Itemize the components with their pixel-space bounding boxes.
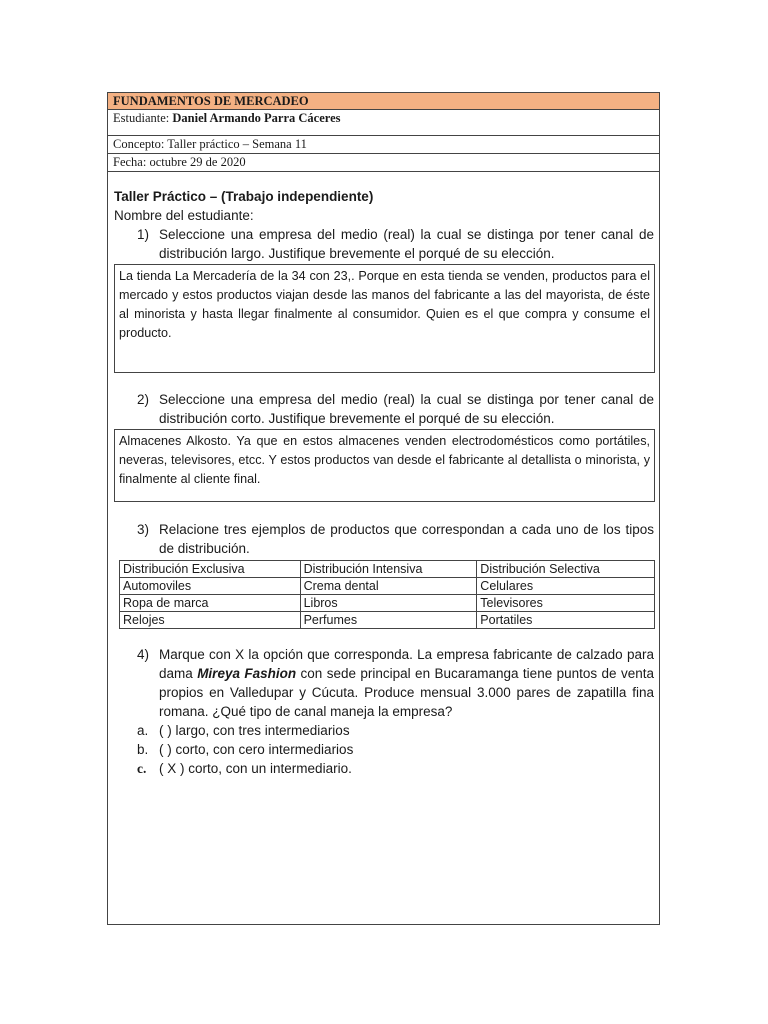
table-cell: Relojes (120, 612, 301, 629)
table-row (120, 612, 655, 629)
option-b: ( ) corto, con cero intermediarios (159, 742, 354, 757)
q4-text-before: Marque con X la opción que corresponda. La empresa fabricante de calzado para dama (159, 647, 654, 681)
table-cell: Televisores (477, 595, 655, 612)
table-cell: Perfumes (300, 612, 477, 629)
table-row (120, 578, 655, 595)
student-name-label: Nombre del estudiante: (114, 208, 254, 223)
table-cell: Celulares (477, 578, 655, 595)
q1-text: Seleccione una empresa del medio (real) la cual se distinga por tener canal de distribución largo. Justifique brevemente el porqué de su elección. (159, 227, 654, 261)
q3-number: 3) (137, 522, 150, 537)
q4-text-after: con sede principal en Bucaramanga tiene puntos de venta propios en Valledupar y Cúcuta. Produce mensual 3.000 pares de zapatilla fina romana. ¿Qué tipo de canal maneja la empresa? (159, 666, 654, 719)
option-c-letter: c. (137, 761, 147, 776)
table-header-cell: Distribución Selectiva (477, 561, 655, 578)
option-a: ( ) largo, con tres intermediarios (159, 723, 350, 738)
q3-text: Relacione tres ejemplos de productos que correspondan a cada uno de los tipos de distribución. (159, 522, 654, 556)
student-name: Daniel Armando Parra Cáceres (172, 111, 341, 125)
table-cell: Automoviles (120, 578, 301, 595)
table-row (120, 595, 655, 612)
option-a-letter: a. (137, 723, 149, 738)
q1-number: 1) (137, 227, 150, 242)
table-cell: Crema dental (300, 578, 477, 595)
table-header-cell: Distribución Intensiva (300, 561, 477, 578)
date-row: Fecha: octubre 29 de 2020 (108, 154, 659, 172)
student-row (108, 110, 659, 136)
student-label: Estudiante: (113, 111, 170, 125)
table-header-row (120, 561, 655, 578)
table-cell: Ropa de marca (120, 595, 301, 612)
concept-row: Concepto: Taller práctico – Semana 11 (108, 136, 659, 154)
option-b-letter: b. (137, 742, 149, 757)
table-cell: Portatiles (477, 612, 655, 629)
q2-text: Seleccione una empresa del medio (real) la cual se distinga por tener canal de distribución corto. Justifique brevemente el porqué de su elección. (159, 392, 654, 426)
q4-company-name: Mireya Fashion (197, 666, 297, 681)
q4-text (159, 645, 654, 721)
distribution-table (119, 560, 655, 629)
workshop-title: Taller Práctico – (Trabajo independiente) (114, 189, 374, 204)
q4-number: 4) (137, 647, 150, 662)
table-header-cell: Distribución Exclusiva (120, 561, 301, 578)
q2-answer-box: Almacenes Alkosto. Ya que en estos almacenes venden electrodomésticos como portátiles, neveras, televisores, etcc. Y estos productos van desde el fabricante al detallista o minorista, y finalmente al cliente final. (114, 429, 655, 502)
document-form (107, 92, 660, 925)
q1-answer-box: La tienda La Mercadería de la 34 con 23,. Porque en esta tienda se venden, productos para el mercado y estos productos viajan desde las manos del fabricante a las del mayorista, de éste al minorista y hasta llegar finalmente al consumidor. Quien es el que compra y consume el producto. (114, 264, 655, 373)
course-title: FUNDAMENTOS DE MERCADEO (108, 93, 659, 110)
q2-number: 2) (137, 392, 150, 407)
option-c: ( X ) corto, con un intermediario. (159, 761, 352, 776)
table-cell: Libros (300, 595, 477, 612)
